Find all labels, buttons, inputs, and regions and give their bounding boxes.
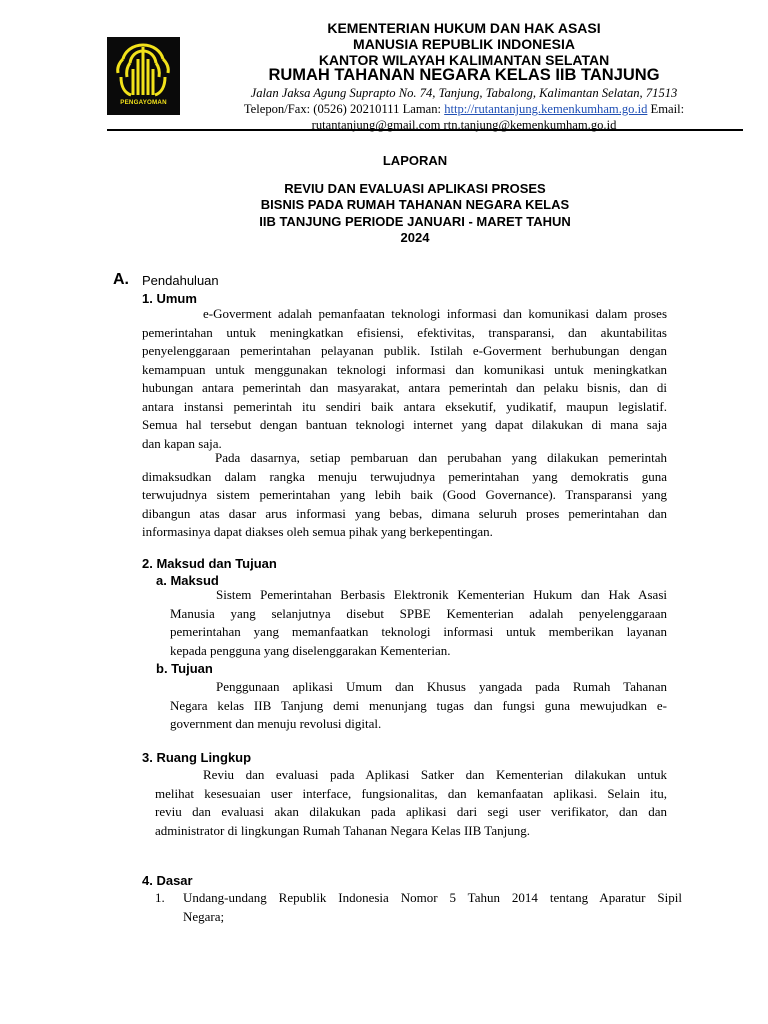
umum-paragraph-2 xyxy=(142,449,667,542)
maksud-paragraph xyxy=(170,586,667,660)
text-line: dan kapan saja. xyxy=(142,435,222,451)
text-line: dimaksudkan dalam rangka menuju terwujudnya pemerintahan yang demokratis guna xyxy=(142,468,667,484)
umum-heading: 1. Umum xyxy=(142,291,197,306)
pengayoman-logo xyxy=(107,37,180,115)
ministry-name-line1: KEMENTERIAN HUKUM DAN HAK ASASI xyxy=(327,20,601,36)
contact-suffix: Email: xyxy=(647,102,685,116)
text-line: Penggunaan aplikasi Umum dan Khusus yangada pada Rumah Tahanan xyxy=(216,679,667,694)
text-line: Undang-undang Republik Indonesia Nomor 5 Tahun 2014 tentang Aparatur Sipil xyxy=(183,890,682,905)
website-link[interactable]: http://rutantanjung.kemenkumham.go.id xyxy=(444,102,648,116)
text-line: Semua hal tersebut dengan bantuan teknologi internet yang dapat dilakukan di mana saja xyxy=(142,417,667,432)
report-label: LAPORAN xyxy=(382,153,448,168)
report-title-line3: IIB TANJUNG PERIODE JANUARI - MARET TAHUN xyxy=(259,214,571,229)
report-title-line4: 2024 xyxy=(400,230,430,245)
text-line: Negara; xyxy=(183,908,225,924)
text-line: kemampuan untuk menggunakan teknologi informasi dan komunikasi untuk meningkatkan xyxy=(142,361,667,377)
section-a-letter: A. xyxy=(113,271,129,288)
text-line: penyelenggaraan pemerintahan pelayanan publik. Istilah e-Goverment berhubungan dengan xyxy=(142,343,667,358)
text-line: Pada dasarnya, setiap pembaruan dan perubahan yang dilakukan pemerintah xyxy=(215,450,667,465)
text-line: administrator di lingkungan Rumah Tahanan Negara Kelas IIB Tanjung. xyxy=(155,822,530,838)
text-line: government dan menuju revolusi digital. xyxy=(170,716,382,731)
text-line: pemerintahan yang memanfaatkan teknologi informasi untuk memberikan layanan xyxy=(170,624,667,639)
ruang-lingkup-paragraph xyxy=(155,766,667,840)
text-line: pemerintahan untuk meningkatkan efisiensi, efektivitas, transparansi, dan akuntabilitas xyxy=(142,324,667,340)
text-line: e-Goverment adalah pemanfaatan teknologi informasi dan komunikasi dalam proses xyxy=(203,306,667,321)
text-line: terwujudnya sistem pemerintahan yang lebih baik (Good Governance). Transparansi yang xyxy=(142,487,667,502)
contact-prefix: Telepon/Fax: (0526) 20210111 Laman: xyxy=(243,102,445,116)
text-line: hubungan antara pemerintah dan masyarakat, antara pemerintah dan pelaku bisnis, dan di xyxy=(142,380,667,395)
office-contact xyxy=(190,101,738,117)
text-line: antara instansi pemerintah itu sendiri baik antara eksekutif, yudikatif, maupun legislatif. xyxy=(142,398,667,414)
logo-text: PENGAYOMAN xyxy=(120,99,167,106)
office-name: RUMAH TAHANAN NEGARA KELAS IIB TANJUNG xyxy=(268,66,660,84)
section-a-heading: Pendahuluan xyxy=(142,273,219,288)
text-line: Reviu dan evaluasi pada Aplikasi Satker dan Kementerian dilakukan untuk xyxy=(203,767,667,782)
tujuan-paragraph xyxy=(170,678,667,734)
office-address: Jalan Jaksa Agung Suprapto No. 74, Tanjung, Tabalong, Kalimantan Selatan, 71513 xyxy=(250,86,678,100)
letterhead-divider xyxy=(107,129,743,131)
umum-paragraph-1 xyxy=(142,305,667,453)
list-item-number: 1. xyxy=(155,890,165,905)
text-line: Manusia yang selanjutnya disebut SPBE Kementerian adalah penyelenggaraan xyxy=(170,605,667,621)
dasar-heading: 4. Dasar xyxy=(142,873,193,888)
ministry-name-line2: MANUSIA REPUBLIK INDONESIA xyxy=(353,36,575,52)
text-line: Sistem Pemerintahan Berbasis Elektronik Kementerian Hukum dan Hak Asasi xyxy=(216,587,667,602)
text-line: informasinya dapat diakses oleh semua pihak yang berkepentingan. xyxy=(142,524,493,539)
text-line: dibangun atas dasar arus informasi yang bebas, dimana seluruh proses pemerintahan dan xyxy=(142,505,667,521)
regional-office-name: KANTOR WILAYAH KALIMANTAN SELATAN xyxy=(318,52,610,68)
ruang-lingkup-heading: 3. Ruang Lingkup xyxy=(142,750,252,765)
text-line: reviu dan evaluasi akan dilakukan pada aplikasi dari segi user verifikator, dan dan xyxy=(155,804,667,819)
report-title-line1: REVIU DAN EVALUASI APLIKASI PROSES xyxy=(284,181,546,196)
tujuan-heading: b. Tujuan xyxy=(156,661,213,676)
text-line: melihat kesesuaian user interface, fungsionalitas, dan kemanfaatan aplikasi. Selain itu, xyxy=(155,785,667,801)
text-line: Negara kelas IIB Tanjung demi menunjang tugas dan fungsi guna mewujudkan e- xyxy=(170,697,667,713)
maksud-tujuan-heading: 2. Maksud dan Tujuan xyxy=(142,556,277,571)
list-item-text xyxy=(183,889,682,926)
maksud-heading: a. Maksud xyxy=(156,573,219,588)
list-item xyxy=(155,889,682,929)
office-emails: rutantanjung@gmail.com rtn.tanjung@kemenkumham.go.id xyxy=(311,118,617,132)
text-line: kepada pengguna yang diselenggarakan Kementerian. xyxy=(170,642,451,658)
report-title-line2: BISNIS PADA RUMAH TAHANAN NEGARA KELAS xyxy=(260,197,570,212)
